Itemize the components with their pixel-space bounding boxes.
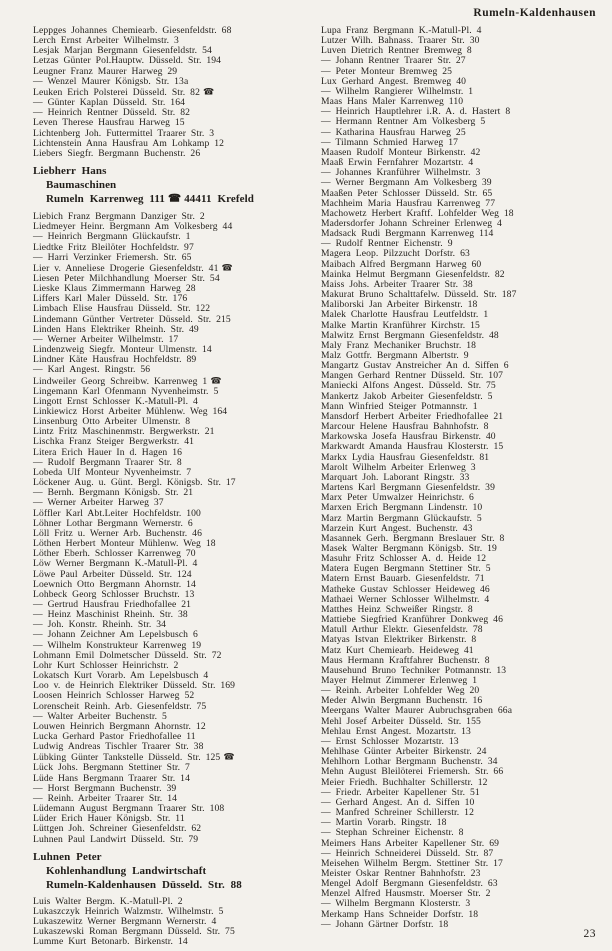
entry-text: Malek Charlotte Hausfrau Leutfeldstr. 1	[321, 309, 489, 321]
entry-text: Lüdemann August Bergmann Traarer Str. 108	[33, 803, 225, 815]
entry-text: Markx Lydia Hausfrau Giesenfeldstr. 81	[321, 451, 490, 463]
entry-text: Lingott Ernst Schlosser K.-Matull-Pl. 4	[33, 395, 198, 407]
entry-text: Luhnen Paul Landwirt Düsseld. Str. 79	[33, 833, 199, 845]
entry-text: Lischka Franz Steiger Bergwerkstr. 41	[33, 436, 194, 448]
entry-text: Lux Gerhard Angest. Bremweg 40	[321, 75, 467, 87]
entry-text: Marolt Wilhelm Arbeiter Erlenweg 3	[321, 461, 476, 473]
entry-text: Liebich Franz Bergmann Danziger Str. 2	[33, 211, 205, 223]
entry-text: Markwardt Amanda Hausfrau Klosterstr. 15	[321, 441, 504, 453]
entry-text: Löthen Herbert Monteur Mühlenw. Weg 18	[33, 538, 216, 550]
entry-text: Lier v. Anneliese Drogerie Giesenfeldstr. 41	[33, 262, 219, 274]
entry-text: Meimers Hans Arbeiter Kapellener Str. 69	[321, 837, 499, 849]
entry-text: Löw Werner Bergmann K.-Matull-Pl. 4	[33, 558, 198, 570]
entry-text: Lukaszczyk Heinrich Walzmstr. Wilhelmstr. 5	[33, 905, 224, 917]
entry-text: Menzel Alfred Hausmstr. Moerser Str. 2	[321, 888, 491, 900]
entry-text: Maasen Rudolf Monteur Birkenstr. 42	[321, 146, 481, 158]
entry-text: Mehlhase Günter Arbeiter Birkenstr. 24	[321, 746, 487, 758]
entry-text: Matera Eugen Bergmann Stettiner Str. 5	[321, 563, 491, 575]
entry-text: Liedtke Fritz Bleilöter Hochfeldstr. 97	[33, 241, 194, 253]
phone-icon: ☎	[223, 751, 235, 762]
entry-text: — Johann Gärtner Dorfstr. 18	[321, 918, 449, 930]
entry-text: Martens Karl Bergmann Giesenfeldstr. 39	[321, 482, 495, 494]
entry-text: Lüder Erich Hauer Königsb. Str. 11	[33, 813, 185, 825]
entry-text: — Gerhard Angest. An d. Siffen 10	[321, 796, 475, 808]
entry-text: Rumeln-Kaldenhausen Düsseld. Str. 88	[46, 878, 242, 891]
directory-entry	[321, 920, 600, 930]
running-header: Rumeln-Kaldenhausen	[473, 7, 596, 19]
entry-text: Lesjak Marjan Bergmann Giesenfeldstr. 54	[33, 45, 212, 57]
directory-entry	[33, 77, 312, 87]
entry-text: Linkiewicz Horst Arbeiter Mühlenw. Weg 164	[33, 406, 228, 417]
entry-text: — Rudolf Bergmann Traarer Str. 8	[33, 456, 182, 468]
entry-text: — Karl Angest. Ringstr. 56	[33, 364, 151, 376]
entry-text: — Günter Kaplan Düsseld. Str. 164	[33, 97, 185, 109]
entry-text: Marcour Helene Hausfrau Bahnhofstr. 8	[321, 421, 489, 433]
entry-text: Lukaszewitz Werner Bergmann Wernerstr. 4	[33, 916, 217, 928]
directory-columns	[33, 26, 600, 948]
entry-text: Machowetz Herbert Kraftf. Lohfelder Weg 18	[321, 207, 514, 219]
entry-text: Mehlau Ernst Angest. Mozartstr. 13	[321, 725, 471, 737]
entry-text: Ludwig Andreas Tischler Traarer Str. 38	[33, 741, 204, 753]
entry-text: — Harri Verzinker Friemersh. Str. 65	[33, 251, 192, 263]
directory-entry	[33, 835, 312, 845]
entry-text: Löther Eberh. Schlosser Karrenweg 70	[33, 548, 196, 560]
entry-text: Mathaei Werner Schlosser Wilhelmstr. 4	[321, 593, 490, 605]
entry-text: — Johann Rentner Traarer Str. 27	[321, 55, 466, 67]
entry-text: Masek Walter Bergmann Königsb. Str. 19	[321, 542, 497, 554]
entry-text: Mehl Josef Arbeiter Düsseld. Str. 155	[321, 715, 481, 727]
entry-text: Lohr Kurt Schlosser Heinrichstr. 2	[33, 659, 179, 671]
entry-text: 44411 Krefeld	[184, 193, 254, 206]
directory-entry	[33, 937, 312, 947]
entry-text: Lukaszewski Roman Bergmann Düsseld. Str. 75	[33, 926, 235, 938]
entry-text: Madersdorfer Johann Schreiner Erlenweg 4	[321, 217, 502, 229]
entry-text: — Wilhelm Rangierer Wilhelmstr. 1	[321, 85, 474, 97]
entry-text: Masuhr Fritz Schlosser A. d. Heide 12	[321, 553, 487, 565]
directory-entry	[33, 149, 312, 159]
right-column	[321, 26, 600, 948]
entry-text: Makurat Bruno Schalttafelw. Düsseld. Str. 187	[321, 289, 517, 301]
entry-text: — Johann Zeichner Am Lepelsbusch 6	[33, 629, 198, 641]
entry-text: Löll Fritz u. Werner Arb. Buchenstr. 46	[33, 527, 202, 539]
entry-text: Marxen Erich Bergmann Lindenstr. 10	[321, 502, 483, 514]
entry-text: Leven Therese Hausfrau Harweg 15	[33, 117, 185, 129]
entry-text: — Gertrud Hausfrau Friedhofallee 21	[33, 598, 192, 610]
entry-text: Lokatsch Kurt Vorarb. Am Lepelsbusch 4	[33, 670, 209, 682]
entry-text: Loosen Heinrich Schlosser Harweg 52	[33, 690, 195, 702]
entry-text: Markowska Josefa Hausfrau Birkenstr. 40	[321, 431, 496, 443]
entry-text: Merkamp Hans Schneider Dorfstr. 18	[321, 908, 479, 920]
entry-text: — Walter Arbeiter Buchenstr. 5	[33, 710, 167, 722]
entry-text: Lindner Käte Hausfrau Hochfeldstr. 89	[33, 354, 197, 366]
entry-text: Lumme Kurt Betonarb. Birkenstr. 14	[33, 936, 188, 948]
entry-text: Lorenscheit Reinh. Arb. Giesenfeldstr. 75	[33, 700, 207, 712]
entry-text: Limbach Elise Hausfrau Düsseld. Str. 122	[33, 303, 211, 315]
entry-text: Maniecki Alfons Angest. Düsseld. Str. 75	[321, 380, 496, 392]
entry-text: Lindemann Günther Vertreter Düsseld. Str. 215	[33, 313, 231, 325]
entry-text: Leppges Johannes Chemiearb. Giesenfeldstr. 68	[33, 25, 232, 36]
entry-text: Lichtenstein Anna Hausfrau Am Lohkamp 12	[33, 137, 225, 149]
entry-text: — Wilhelm Bergmann Klosterstr. 3	[321, 898, 471, 910]
entry-text: Mausehund Bruno Techniker Potmannstr. 13	[321, 664, 507, 676]
entry-text: Rumeln Karrenweg 111	[46, 193, 166, 206]
entry-text: Luven Dietrich Rentner Bremweg 8	[321, 45, 472, 57]
entry-text: Marx Peter Umwalzer Heinrichstr. 6	[321, 492, 474, 504]
directory-entry	[33, 178, 312, 192]
entry-text: — Werner Arbeiter Harweg 37	[33, 497, 164, 509]
phone-icon: ☎	[210, 375, 222, 386]
entry-text: Mengel Adolf Bergmann Giesenfeldstr. 63	[321, 878, 498, 890]
entry-text: Lübking Günter Tankstelle Düsseld. Str. 125	[33, 752, 221, 764]
entry-text: — Reinh. Arbeiter Traarer Str. 14	[33, 792, 177, 804]
entry-text: Matheke Gustav Schlosser Heideweg 46	[321, 583, 490, 595]
entry-text: Mankertz Jakob Arbeiter Giesenfeldstr. 5	[321, 390, 493, 402]
entry-text: — Peter Monteur Bremweg 25	[321, 65, 453, 77]
entry-text: Mehn August Bleilöterei Friemersh. Str. 66	[321, 766, 504, 778]
entry-text: Maaß Erwin Fernfahrer Mozartstr. 4	[321, 157, 474, 169]
entry-text: Liedmeyer Heinr. Bergmann Am Volkesberg 44	[33, 221, 233, 233]
entry-text: — Heinrich Rentner Düsseld. Str. 82	[33, 107, 190, 119]
entry-text: Maaßen Peter Schlosser Düsseld. Str. 65	[321, 187, 493, 199]
entry-text: Löwe Paul Arbeiter Düsseld. Str. 124	[33, 568, 192, 580]
entry-text: Mann Winfried Steiger Potmannstr. 1	[321, 400, 478, 412]
entry-text: Litera Erich Hauer In d. Hagen 16	[33, 446, 183, 458]
entry-text: — Rudolf Rentner Eichenstr. 9	[321, 238, 453, 250]
entry-text: Loo v. de Heinrich Elektriker Düsseld. Str. 169	[33, 680, 236, 692]
directory-entry	[33, 878, 312, 892]
entry-text: Meisehen Wilhelm Bergm. Stettiner Str. 17	[321, 857, 503, 869]
entry-text: — Ernst Schlosser Mozartstr. 13	[321, 735, 459, 747]
entry-text: Malz Gottfr. Bergmann Albertstr. 9	[321, 350, 469, 361]
entry-text: — Heinrich Bergmann Glückaufstr. 1	[33, 231, 191, 243]
entry-text: Lucka Gerhard Pastor Friedhofallee 11	[33, 731, 196, 742]
directory-entry	[33, 253, 312, 263]
entry-text: Luhnen Peter	[33, 850, 102, 863]
entry-text: Louwen Heinrich Bergmann Ahornstr. 12	[33, 720, 206, 732]
entry-text: Lichtenberg Joh. Futtermittel Traarer Str. 3	[33, 127, 215, 139]
entry-text: Liebherr Hans	[33, 165, 107, 178]
directory-entry	[33, 365, 312, 375]
entry-text: Lück Johs. Bergmann Stettiner Str. 7	[33, 762, 190, 774]
entry-text: Maas Hans Maler Karrenweg 110	[321, 96, 464, 108]
entry-text: — Werner Bergmann Am Volkesberg 39	[321, 177, 492, 189]
entry-text: Löckener Aug. u. Günt. Bergl. Königsb. Str. 17	[33, 477, 236, 489]
entry-text: Matthes Heinz Schweißer Ringstr. 8	[321, 603, 473, 615]
entry-text: Lerch Ernst Arbeiter Wilhelmstr. 3	[33, 35, 179, 47]
entry-text: Matern Ernst Bauarb. Giesenfeldstr. 71	[321, 573, 485, 585]
entry-text: Marz Martin Bergmann Glückaufstr. 5	[321, 512, 482, 524]
entry-text: Maiss Johs. Arbeiter Traarer Str. 38	[321, 278, 473, 290]
entry-text: Matull Arthur Elektr. Giesenfeldstr. 78	[321, 624, 483, 636]
entry-text: Letzas Günter Pol.Hauptw. Düsseld. Str. 194	[33, 55, 222, 67]
entry-text: — Wilhelm Konstrukteur Karrenweg 19	[33, 639, 202, 651]
entry-text: — Manfred Schreiner Schillerstr. 12	[321, 807, 474, 819]
entry-text: Luis Walter Bergm. K.-Matull-Pl. 2	[33, 895, 183, 907]
entry-text: Masannek Gerh. Bergmann Breslauer Str. 8	[321, 532, 505, 544]
directory-entry	[33, 164, 312, 178]
entry-text: Linden Hans Elektriker Rheinh. Str. 49	[33, 323, 199, 335]
entry-text: Baumaschinen	[46, 179, 117, 192]
entry-text: — Horst Bergmann Buchenstr. 39	[33, 782, 177, 794]
entry-text: — Tilmann Schmied Harweg 17	[321, 136, 459, 148]
entry-text: Meier Friedh. Buchhalter Schillerstr. 12	[321, 776, 488, 788]
directory-entry	[33, 864, 312, 878]
entry-text: Lieske Klaus Zimmermann Harweg 28	[33, 283, 196, 295]
entry-text: Maus Hermann Kraftfahrer Buchenstr. 8	[321, 654, 490, 666]
entry-text: Marquart Joh. Laborant Ringstr. 33	[321, 471, 470, 483]
entry-text: Maly Franz Mechaniker Bruchstr. 18	[321, 339, 477, 351]
entry-text: Lingemann Karl Ofenmann Nyvenheimstr. 5	[33, 385, 219, 397]
entry-text: Liffers Karl Maler Düsseld. Str. 176	[33, 293, 188, 305]
entry-text: Matz Kurt Chemiearb. Heideweg 41	[321, 644, 474, 656]
entry-text: Lobeda Ulf Monteur Nyvenheimstr. 7	[33, 466, 192, 478]
entry-text: Liesen Peter Milchhandlung Moerser Str. 54	[33, 272, 220, 284]
entry-text: Lintz Fritz Maschinenmstr. Bergwerkstr. 21	[33, 426, 215, 438]
entry-text: Lohbeck Georg Schlosser Bruchstr. 13	[33, 588, 195, 600]
entry-text: Meder Alwin Bergmann Buchenstr. 16	[321, 695, 483, 707]
entry-text: Lüttgen Joh. Schreiner Giesenfeldstr. 62	[33, 823, 202, 835]
entry-text: Mangartz Gustav Anstreicher An d. Siffen 6	[321, 360, 509, 372]
entry-text: Kohlenhandlung Landwirtschaft	[46, 864, 207, 877]
entry-text: Madsack Rudi Bergmann Karrenweg 114	[321, 228, 494, 240]
entry-text: Leuken Erich Polsterei Düsseld. Str. 82	[33, 86, 200, 98]
entry-text: — Wenzel Maurer Königsb. Str. 13a	[33, 75, 189, 87]
entry-text: — Hermann Rentner Am Volkesberg 5	[321, 116, 486, 128]
entry-text: Loewnich Otto Bergmann Ahornstr. 14	[33, 578, 196, 590]
entry-text: — Heinrich Schneiderei Düsseld. Str. 87	[321, 847, 494, 859]
entry-text: Mayer Helmut Zimmerer Erlenweg 1	[321, 675, 478, 686]
entry-text: Lohmann Emil Dolmetscher Düsseld. Str. 72	[33, 649, 222, 661]
entry-text: Lupa Franz Bergmann K.-Matull-Pl. 4	[321, 25, 482, 36]
phone-icon: ☎	[202, 86, 215, 97]
entry-text: Mansdorf Herbert Arbeiter Friedhofallee 21	[321, 410, 504, 422]
entry-text: — Reinh. Arbeiter Lohfelder Weg 20	[321, 685, 480, 697]
entry-text: Matyas Istvan Elektriker Birkenstr. 8	[321, 634, 477, 646]
entry-text: Meergans Walter Maurer Aubruchsgraben 66a	[321, 705, 513, 717]
entry-text: Lindweiler Georg Schreibw. Karrenweg 1	[33, 375, 208, 387]
entry-text: Lüde Hans Bergmann Traarer Str. 14	[33, 772, 190, 784]
entry-text: Magera Leop. Pilzzucht Dorfstr. 63	[321, 248, 470, 260]
entry-text: Maibach Alfred Bergmann Harweg 60	[321, 258, 482, 270]
page-number: 23	[583, 928, 596, 940]
entry-text: Meister Oskar Rentner Bahnhofstr. 23	[321, 867, 481, 879]
entry-text: Mangen Gerhard Rentner Düsseld. Str. 107	[321, 370, 503, 382]
entry-text: Linsenburg Otto Arbeiter Ulmenstr. 8	[33, 416, 191, 428]
phone-icon: ☎	[221, 262, 233, 273]
entry-text: Malke Martin Kranführer Kirchstr. 15	[321, 319, 480, 331]
entry-text: Liebers Siegfr. Bergmann Buchenstr. 26	[33, 147, 201, 159]
entry-text: Lutzer Wilh. Bahnass. Traarer Str. 30	[321, 35, 480, 47]
entry-text: Machheim Maria Hausfrau Karrenweg 77	[321, 197, 496, 209]
entry-text: — Bernh. Bergmann Königsb. Str. 21	[33, 487, 194, 499]
phone-icon: ☎	[168, 193, 182, 205]
entry-text: — Joh. Konstr. Rheinh. Str. 34	[33, 619, 167, 631]
entry-text: Leugner Franz Maurer Harweg 29	[33, 65, 178, 77]
directory-entry	[33, 850, 312, 864]
entry-text: — Johannes Kranführer Wilhelmstr. 3	[321, 167, 481, 179]
entry-text: — Stephan Schreiner Eichenstr. 8	[321, 827, 464, 839]
entry-text: Mainka Helmut Bergmann Giesenfeldstr. 82	[321, 268, 505, 280]
entry-text: — Friedr. Arbeiter Kapellener Str. 51	[321, 786, 480, 798]
entry-text: — Heinz Maschinist Rheinh. Str. 38	[33, 609, 188, 621]
directory-entry	[33, 192, 312, 207]
entry-text: Lindenzweig Siegfr. Monteur Ulmenstr. 14	[33, 344, 212, 356]
entry-text: — Martin Vorarb. Ringstr. 18	[321, 817, 447, 829]
entry-text: — Werner Arbeiter Wilhelmstr. 17	[33, 333, 179, 345]
entry-text: Marzein Kurt Angest. Buchenstr. 43	[321, 522, 473, 534]
left-column	[33, 26, 312, 948]
entry-text: Mehlhorn Lothar Bergmann Buchenstr. 34	[321, 756, 498, 768]
directory-entry	[33, 742, 312, 752]
entry-text: Mattiebe Siegfried Kranführer Donkweg 46	[321, 614, 503, 626]
entry-text: Maliborski Jan Arbeiter Birkenstr. 18	[321, 299, 478, 311]
entry-text: — Katharina Hausfrau Harweg 25	[321, 126, 466, 138]
entry-text: — Heinrich Hauptlehrer i.R. A. d. Hastert 8	[321, 106, 511, 118]
entry-text: Löffler Karl Abt.Leiter Hochfeldstr. 100	[33, 507, 201, 519]
entry-text: Malwitz Ernst Bergmann Giesenfeldstr. 48	[321, 329, 499, 341]
entry-text: Löhner Lothar Bergmann Wernerstr. 6	[33, 517, 193, 529]
